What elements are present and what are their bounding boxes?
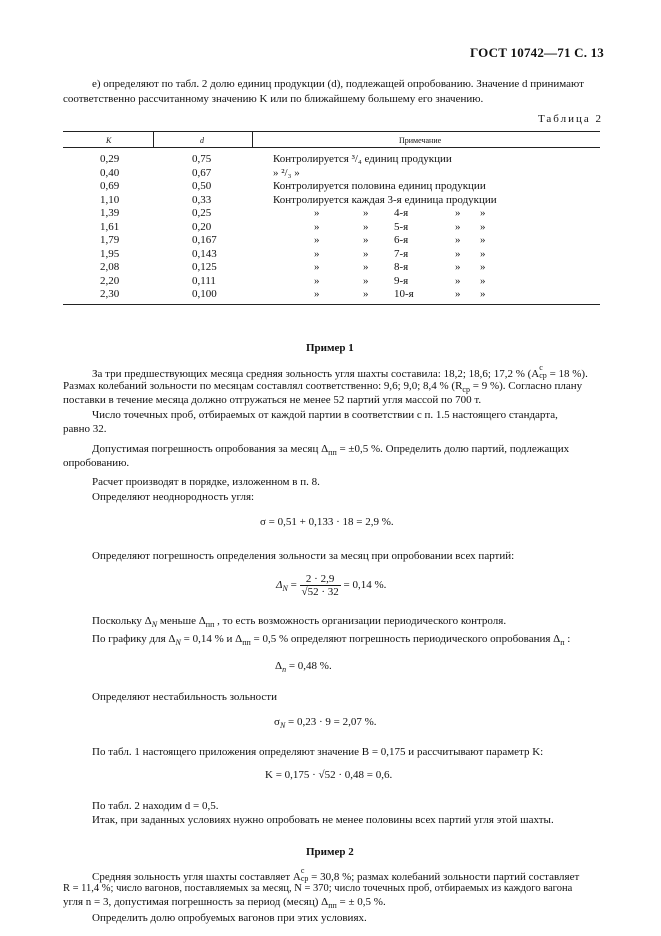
table-caption: Таблица 2 — [537, 113, 603, 125]
table-cell-d: 0,125 — [192, 261, 217, 273]
example1-p7: Поскольку $\Delta_N$ меньше $\Delta_{пп}$ , то есть возможность организации периодического контроля. — [92, 615, 507, 629]
table-cell-d: 0,33 — [192, 193, 212, 206]
example2-line3: угля n = 3, допустимая погрешность за период (месяц) $\Delta_{пп}$ = ± 0,5 %. — [63, 896, 386, 910]
item-e-line2: соответственно рассчитанному значению K или по ближайшему большему его значению. — [63, 93, 484, 105]
example2-line2: R = 11,4 %; число вагонов, поставляемых за месяц, N = 370; число точечных проб, отбираемых из каждого вагона — [63, 883, 573, 894]
table-cell-note: 4-я — [394, 207, 409, 219]
example1-p2-line1: Число точечных проб, отбираемых от каждой партии в соответствии с п. 1.5 настоящего стандарта, — [92, 409, 558, 421]
example1-p10: По табл. 1 настоящего приложения определяют значение B = 0,175 и рассчитывают параметр K: — [92, 746, 544, 758]
table-vline-2 — [252, 132, 253, 147]
ditto-mark: » — [480, 288, 486, 300]
ditto-mark: » — [314, 261, 320, 273]
ditto-mark: » — [480, 247, 486, 260]
ditto-mark: » — [455, 261, 461, 273]
table-cell-k: 2,20 — [100, 274, 120, 287]
example1-p12: Итак, при заданных условиях нужно опробовать не менее половины всех партий угля этой шахты. — [92, 814, 554, 826]
table-cell-d: 0,25 — [192, 207, 212, 219]
example2-title: Пример 2 — [306, 846, 354, 858]
table-cell-d: 0,75 — [192, 153, 212, 165]
ditto-mark: » — [363, 207, 369, 219]
table-header-note: Примечание — [399, 136, 442, 145]
page-header: ГОСТ 10742—71 С. 13 — [470, 45, 604, 60]
ditto-mark: » — [455, 247, 461, 260]
table-vline-1 — [153, 132, 154, 147]
formula-k: K = 0,175 · √52 · 0,48 = 0,6. — [265, 769, 393, 781]
table-header-rule — [63, 147, 600, 148]
table-header-k: K — [106, 136, 112, 145]
formula-delta-n: $\Delta_N$ = $\frac{2 \cdot 2,9}{√52 \cdot 32}$ = 0,14 %. — [276, 573, 387, 598]
ditto-mark: » — [363, 247, 369, 260]
table-cell-k: 1,95 — [100, 247, 120, 260]
table-cell-note: 9-я — [394, 274, 409, 287]
ditto-mark: » — [314, 274, 320, 287]
ditto-mark: » — [363, 234, 369, 246]
ditto-mark: » — [314, 220, 320, 233]
ditto-mark: » — [480, 261, 486, 273]
example1-title: Пример 1 — [306, 342, 354, 354]
table-cell-note: » ²/₃ » — [273, 166, 300, 179]
ditto-mark: » — [455, 288, 461, 300]
example1-p9: Определяют нестабильность зольности — [92, 691, 277, 703]
example1-p4: Расчет производят в порядке, изложенном в п. 8. — [92, 476, 320, 488]
ditto-mark: » — [480, 220, 486, 233]
ditto-mark: » — [455, 207, 461, 219]
example1-p2-line2: равно 32. — [63, 423, 107, 435]
example1-p1-line2: Размах колебаний зольности по месяцам составлял соответственно: 9,6; 9,0; 8,4 % ($R_{ср} = 9$ %). Согласно плану — [63, 380, 583, 394]
ditto-mark: » — [480, 274, 486, 287]
example2-line4: Определить долю опробуемых вагонов при этих условиях. — [92, 912, 367, 924]
example1-p8: По графику для $\Delta_N = 0,14$ % и $\Delta_{пп} = 0,5$ % определяют погрешность периодического опробования $\Delta_п$ : — [92, 633, 571, 647]
table-cell-k: 0,69 — [100, 180, 120, 192]
example1-p3-line1: Допустимая погрешность опробования за месяц $\Delta_{пп} = \pm 0,5$ %. Определить долю партий, подлежащих — [92, 443, 570, 457]
formula-sigma: σ = 0,51 + 0,133 · 18 = 2,9 %. — [260, 516, 394, 528]
ditto-mark: » — [455, 234, 461, 246]
formula-sigma-n: $\sigma_N = 0,23 \cdot 9 = 2,07$ %. — [274, 716, 377, 730]
table-cell-note: Контролируется каждая 3-я единица продукции — [273, 193, 497, 206]
table-header-d: d — [200, 136, 204, 145]
table-cell-d: 0,20 — [192, 220, 212, 233]
ditto-mark: » — [363, 220, 369, 233]
table-cell-d: 0,100 — [192, 288, 217, 300]
table-cell-k: 1,10 — [100, 193, 120, 206]
ditto-mark: » — [363, 261, 369, 273]
table-cell-note: 7-я — [394, 247, 409, 260]
table-cell-note: 6-я — [394, 234, 409, 246]
ditto-mark: » — [480, 234, 486, 246]
table-cell-k: 1,79 — [100, 234, 120, 246]
ditto-mark: » — [314, 288, 320, 300]
ditto-mark: » — [480, 207, 486, 219]
ditto-mark: » — [363, 274, 369, 287]
table-cell-d: 0,111 — [192, 274, 216, 287]
table-cell-d: 0,143 — [192, 247, 217, 260]
table-cell-note: 8-я — [394, 261, 409, 273]
table-cell-k: 2,30 — [100, 288, 120, 300]
table-cell-k: 1,39 — [100, 207, 120, 219]
ditto-mark: » — [363, 288, 369, 300]
ditto-mark: » — [455, 274, 461, 287]
ditto-mark: » — [314, 207, 320, 219]
table-cell-note: 10-я — [394, 288, 414, 300]
table-bottom-rule — [63, 304, 600, 305]
ditto-mark: » — [314, 234, 320, 246]
example1-p1-line3: поставки в течение месяца должно отгружаться не менее 52 партий угля массой по 700 т. — [63, 394, 482, 406]
table-cell-d: 0,167 — [192, 234, 217, 246]
table-cell-k: 0,29 — [100, 153, 120, 165]
table-cell-k: 0,40 — [100, 166, 120, 179]
example1-p11: По табл. 2 находим d = 0,5. — [92, 800, 219, 812]
example2-line1: Средняя зольность угля шахты составляет A с ср = 30,8 %; размах колебаний зольности партий составляет — [92, 866, 580, 883]
table-top-rule — [63, 131, 600, 132]
ditto-mark: » — [314, 247, 320, 260]
item-e-line1: е) определяют по табл. 2 долю единиц продукции (d), подлежащей опробованию. Значение d принимают — [92, 78, 584, 90]
table-cell-k: 2,08 — [100, 261, 120, 273]
table-cell-d: 0,50 — [192, 180, 212, 192]
example1-p3-line2: опробованию. — [63, 457, 130, 469]
table-cell-note: 5-я — [394, 220, 409, 233]
table-cell-k: 1,61 — [100, 220, 120, 233]
table-cell-d: 0,67 — [192, 166, 212, 179]
table-cell-note: Контролируется ³/₄ единиц продукции — [273, 153, 452, 165]
example1-p6: Определяют погрешность определения зольности за месяц при опробовании всех партий: — [92, 550, 515, 562]
table-cell-note: Контролируется половина единиц продукции — [273, 180, 486, 192]
ditto-mark: » — [455, 220, 461, 233]
formula-delta-p: $\Delta_п = 0,48$ %. — [275, 660, 332, 674]
example1-p5: Определяют неоднородность угля: — [92, 491, 255, 503]
example1-p1-line1: За три предшествующих месяца средняя зольность угля шахты составила: 18,2; 18,6; 17,2 % (A с ср = 18 %). — [92, 363, 588, 380]
